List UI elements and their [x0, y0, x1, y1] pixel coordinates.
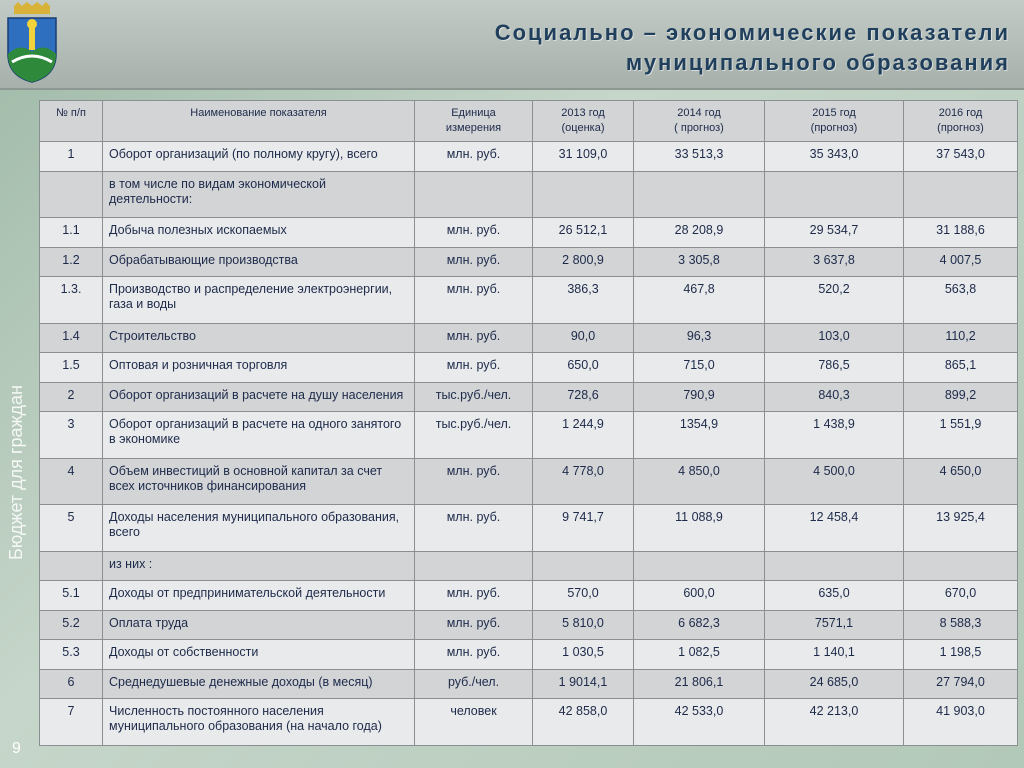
- header-unit-line-1: Единица: [451, 107, 496, 119]
- cell-2013: 5 810,0: [533, 610, 634, 640]
- header-2015: [765, 101, 904, 142]
- cell-num: 5.2: [40, 610, 103, 640]
- cell-unit: млн. руб.: [415, 458, 533, 505]
- cell-num: 2: [40, 382, 103, 412]
- header-2013-line-1: 2013 год: [561, 107, 605, 119]
- cell-name: Оборот организаций в расчете на душу населения: [103, 382, 415, 412]
- cell-num: 1: [40, 142, 103, 172]
- cell-name: Оборот организаций в расчете на одного занятого в экономике: [103, 412, 415, 459]
- cell-2015: 29 534,7: [765, 218, 904, 248]
- cell-name: из них :: [103, 551, 415, 581]
- cell-2016: 865,1: [904, 353, 1018, 383]
- cell-2014: 600,0: [634, 581, 765, 611]
- cell-2015: 635,0: [765, 581, 904, 611]
- page-title-line-2: муниципального образования: [625, 50, 1010, 75]
- cell-2013: 570,0: [533, 581, 634, 611]
- cell-name: Обрабатывающие производства: [103, 247, 415, 277]
- cell-2015: 35 343,0: [765, 142, 904, 172]
- cell-num: 1.5: [40, 353, 103, 383]
- table-row: [40, 277, 1018, 324]
- cell-2014: 1354,9: [634, 412, 765, 459]
- cell-unit: тыс.руб./чел.: [415, 382, 533, 412]
- cell-2016: 13 925,4: [904, 505, 1018, 552]
- cell-2014: 790,9: [634, 382, 765, 412]
- cell-num: [40, 171, 103, 218]
- table-row: [40, 458, 1018, 505]
- header-2016: [904, 101, 1018, 142]
- cell-2015: [765, 551, 904, 581]
- cell-2015: 1 438,9: [765, 412, 904, 459]
- table-row: [40, 412, 1018, 459]
- coat-of-arms-icon: [4, 2, 60, 84]
- cell-unit: млн. руб.: [415, 247, 533, 277]
- cell-num: 1.4: [40, 323, 103, 353]
- cell-unit: млн. руб.: [415, 142, 533, 172]
- cell-2014: 1 082,5: [634, 640, 765, 670]
- cell-name: Доходы населения муниципального образования, всего: [103, 505, 415, 552]
- cell-2014: 21 806,1: [634, 669, 765, 699]
- cell-2013: 42 858,0: [533, 699, 634, 746]
- cell-2014: 715,0: [634, 353, 765, 383]
- cell-unit: млн. руб.: [415, 218, 533, 248]
- cell-2013: 4 778,0: [533, 458, 634, 505]
- cell-num: [40, 551, 103, 581]
- page-title-line-1: Социально – экономические показатели: [494, 20, 1010, 45]
- cell-2015: 7571,1: [765, 610, 904, 640]
- header-num-label: № п/п: [56, 107, 86, 119]
- cell-2013: 9 741,7: [533, 505, 634, 552]
- cell-2016: 37 543,0: [904, 142, 1018, 172]
- cell-2015: 520,2: [765, 277, 904, 324]
- cell-unit: млн. руб.: [415, 505, 533, 552]
- header-bar: [0, 0, 1024, 90]
- table-row: [40, 669, 1018, 699]
- cell-unit: млн. руб.: [415, 610, 533, 640]
- cell-num: 4: [40, 458, 103, 505]
- header-2015-line-2: (прогноз): [810, 122, 858, 134]
- cell-2014: 467,8: [634, 277, 765, 324]
- cell-unit: млн. руб.: [415, 323, 533, 353]
- table-row: [40, 323, 1018, 353]
- cell-2016: [904, 171, 1018, 218]
- header-2016-line-2: (прогноз): [937, 122, 984, 134]
- cell-unit: человек: [415, 699, 533, 746]
- cell-name: Оптовая и розничная торговля: [103, 353, 415, 383]
- header-2013: [533, 101, 634, 142]
- cell-2016: 1 198,5: [904, 640, 1018, 670]
- header-2013-line-2: (оценка): [561, 122, 605, 134]
- header-name: [103, 101, 415, 142]
- table-row: [40, 699, 1018, 746]
- indicators-table: [39, 100, 1018, 746]
- cell-2013: 728,6: [533, 382, 634, 412]
- header-2016-line-1: 2016 год: [938, 107, 983, 119]
- cell-2013: 386,3: [533, 277, 634, 324]
- cell-name: Строительство: [103, 323, 415, 353]
- cell-2016: 563,8: [904, 277, 1018, 324]
- cell-2014: [634, 171, 765, 218]
- header-2014-line-1: 2014 год: [677, 107, 721, 119]
- cell-2014: 6 682,3: [634, 610, 765, 640]
- table-header-row: [40, 101, 1018, 142]
- cell-name: Доходы от собственности: [103, 640, 415, 670]
- table-row: [40, 581, 1018, 611]
- table-body: [40, 142, 1018, 746]
- cell-2016: 899,2: [904, 382, 1018, 412]
- cell-num: 5.1: [40, 581, 103, 611]
- cell-unit: тыс.руб./чел.: [415, 412, 533, 459]
- cell-2015: 786,5: [765, 353, 904, 383]
- page-title: [495, 18, 1010, 78]
- table-row: [40, 640, 1018, 670]
- cell-2013: 2 800,9: [533, 247, 634, 277]
- cell-2015: 103,0: [765, 323, 904, 353]
- cell-num: 7: [40, 699, 103, 746]
- cell-name: Оплата труда: [103, 610, 415, 640]
- page-number: 9: [12, 740, 21, 757]
- table-row: [40, 142, 1018, 172]
- cell-2016: 1 551,9: [904, 412, 1018, 459]
- cell-2015: 1 140,1: [765, 640, 904, 670]
- cell-2014: 4 850,0: [634, 458, 765, 505]
- cell-unit: млн. руб.: [415, 353, 533, 383]
- cell-unit: млн. руб.: [415, 640, 533, 670]
- cell-name: Объем инвестиций в основной капитал за счет всех источников финансирования: [103, 458, 415, 505]
- cell-2014: 11 088,9: [634, 505, 765, 552]
- cell-2014: 33 513,3: [634, 142, 765, 172]
- cell-2013: [533, 171, 634, 218]
- cell-2013: [533, 551, 634, 581]
- cell-name: Среднедушевые денежные доходы (в месяц): [103, 669, 415, 699]
- cell-unit: [415, 551, 533, 581]
- cell-2016: 31 188,6: [904, 218, 1018, 248]
- cell-2013: 1 9014,1: [533, 669, 634, 699]
- cell-num: 5: [40, 505, 103, 552]
- cell-2013: 31 109,0: [533, 142, 634, 172]
- header-2014-line-2: ( прогноз): [674, 122, 724, 134]
- table-row: [40, 353, 1018, 383]
- cell-name: Добыча полезных ископаемых: [103, 218, 415, 248]
- table-row: [40, 171, 1018, 218]
- header-2015-line-1: 2015 год: [812, 107, 856, 119]
- cell-2016: [904, 551, 1018, 581]
- cell-unit: млн. руб.: [415, 277, 533, 324]
- cell-2013: 90,0: [533, 323, 634, 353]
- cell-num: 3: [40, 412, 103, 459]
- header-2014: [634, 101, 765, 142]
- cell-name: Производство и распределение электроэнергии, газа и воды: [103, 277, 415, 324]
- cell-2014: 96,3: [634, 323, 765, 353]
- cell-2016: 4 650,0: [904, 458, 1018, 505]
- table-row: [40, 247, 1018, 277]
- side-caption: Бюджет для граждан: [6, 385, 26, 560]
- cell-2015: 3 637,8: [765, 247, 904, 277]
- cell-2015: 42 213,0: [765, 699, 904, 746]
- cell-unit: млн. руб.: [415, 581, 533, 611]
- table-row: [40, 551, 1018, 581]
- table-row: [40, 218, 1018, 248]
- cell-unit: руб./чел.: [415, 669, 533, 699]
- cell-2015: 840,3: [765, 382, 904, 412]
- cell-num: 6: [40, 669, 103, 699]
- cell-2015: [765, 171, 904, 218]
- cell-2015: 24 685,0: [765, 669, 904, 699]
- cell-num: 1.2: [40, 247, 103, 277]
- cell-2016: 670,0: [904, 581, 1018, 611]
- table-row: [40, 382, 1018, 412]
- cell-2014: 28 208,9: [634, 218, 765, 248]
- cell-2016: 4 007,5: [904, 247, 1018, 277]
- cell-2015: 4 500,0: [765, 458, 904, 505]
- header-unit-line-2: измерения: [445, 122, 502, 134]
- header-name-label: Наименование показателя: [190, 107, 327, 119]
- cell-num: 5.3: [40, 640, 103, 670]
- cell-2014: 3 305,8: [634, 247, 765, 277]
- cell-2015: 12 458,4: [765, 505, 904, 552]
- cell-num: 1.1: [40, 218, 103, 248]
- cell-2013: 1 244,9: [533, 412, 634, 459]
- header-unit: [415, 101, 533, 142]
- cell-num: 1.3.: [40, 277, 103, 324]
- cell-2016: 8 588,3: [904, 610, 1018, 640]
- cell-name: Оборот организаций (по полному кругу), всего: [103, 142, 415, 172]
- cell-2013: 1 030,5: [533, 640, 634, 670]
- cell-2013: 26 512,1: [533, 218, 634, 248]
- cell-name: Численность постоянного населения муниципального образования (на начало года): [103, 699, 415, 746]
- table-row: [40, 610, 1018, 640]
- cell-2016: 110,2: [904, 323, 1018, 353]
- table-row: [40, 505, 1018, 552]
- cell-2014: 42 533,0: [634, 699, 765, 746]
- cell-name: в том числе по видам экономической деятельности:: [103, 171, 415, 218]
- cell-name: Доходы от предпринимательской деятельности: [103, 581, 415, 611]
- header-num: [40, 101, 103, 142]
- cell-2016: 27 794,0: [904, 669, 1018, 699]
- cell-2014: [634, 551, 765, 581]
- cell-2016: 41 903,0: [904, 699, 1018, 746]
- cell-2013: 650,0: [533, 353, 634, 383]
- cell-unit: [415, 171, 533, 218]
